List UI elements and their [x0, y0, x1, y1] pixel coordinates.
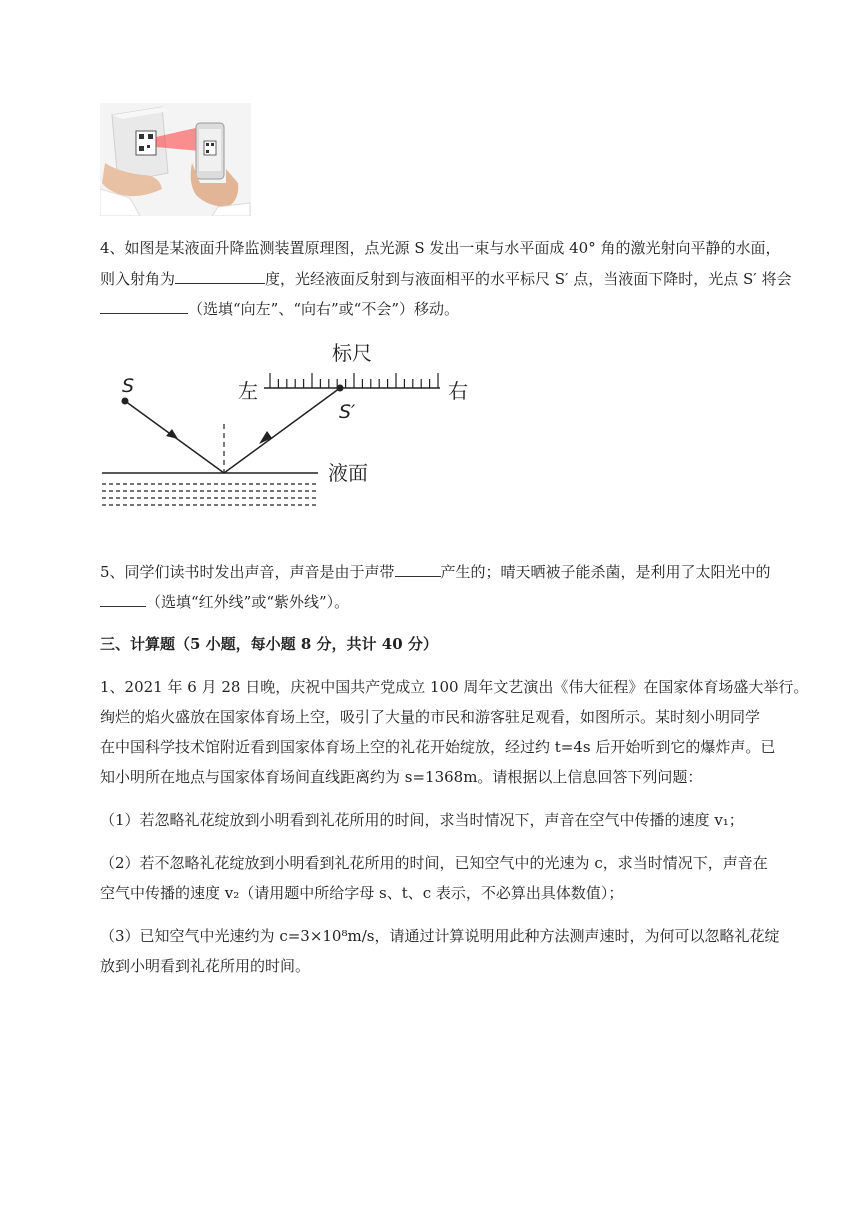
- q4-line-3-text: （选填“向左”、“向右”或“不会”）移动。: [188, 300, 460, 318]
- calc1-sub-2-line-1: （2）若不忽略礼花绽放到小明看到礼花所用的时间，已知空气中的光速为 c，求当时情况下，声音在: [100, 854, 768, 872]
- ruler-ticks: [270, 373, 438, 388]
- q5-line-2-text: （选填“红外线”或“紫外线”）。: [146, 593, 350, 611]
- liquid-level-diagram: [96, 336, 496, 516]
- q5-line-1-start: 5、同学们读书时发出声音，声音是由于声带: [100, 563, 395, 581]
- ruler-label: 标尺: [332, 341, 372, 365]
- calc1-sub-3-line-1: （3）已知空气中光速约为 c=3×10⁸m/s，请通过计算说明用此种方法测声速时，为何可以忽略礼花绽: [100, 927, 780, 945]
- q4-line-1: 4、如图是某液面升降监测装置原理图，点光源 S 发出一束与水平面成 40° 角的激光射向平静的水面，: [100, 239, 781, 257]
- q5-line-1: [100, 562, 771, 582]
- calc1-sub-3-line-2: 放到小明看到礼花所用的时间。: [100, 957, 311, 975]
- q4-blank-angle[interactable]: [175, 269, 265, 284]
- liquid-body: [102, 484, 318, 505]
- calc1-sub-1: （1）若忽略礼花绽放到小明看到礼花所用的时间，求当时情况下，声音在空气中传播的速度 v₁；: [100, 811, 744, 829]
- incident-arrow: [166, 429, 178, 439]
- source-label: S: [122, 375, 135, 397]
- q4-line-3: [100, 299, 459, 319]
- q5-line-1-end: 产生的；晴天晒被子能杀菌，是利用了太阳光中的: [440, 563, 771, 581]
- qr-scan-photo: [100, 103, 251, 216]
- right-label: 右: [448, 379, 468, 403]
- q5-blank-light[interactable]: [100, 592, 146, 607]
- q5-blank-source[interactable]: [395, 562, 441, 577]
- reflection-point: [337, 385, 344, 392]
- calc1-sub-2-line-2: 空气中传播的速度 v₂（请用题中所给字母 s、t、c 表示，不必算出具体数值）；: [100, 884, 624, 902]
- q4-line-2-start: 则入射角为: [100, 270, 176, 288]
- q5-line-2: [100, 592, 349, 612]
- q4-line-2: [100, 269, 791, 289]
- calc1-line-1: 1、2021 年 6 月 28 日晚，庆祝中国共产党成立 100 周年文艺演出《伟大征程》在国家体育场盛大举行。: [100, 678, 809, 696]
- calc1-line-4: 知小明所在地点与国家体育场间直线距离约为 s=1368m。请根据以上信息回答下列问题：: [100, 768, 703, 786]
- calc1-line-3: 在中国科学技术馆附近看到国家体育场上空的礼花开始绽放，经过约 t=4s 后开始听到它的爆炸声。已: [100, 738, 776, 756]
- calc1-line-2: 绚烂的焰火盛放在国家体育场上空，吸引了大量的市民和游客驻足观看，如图所示。某时刻小明同学: [100, 708, 761, 726]
- q4-blank-direction[interactable]: [100, 299, 188, 314]
- section-3-heading: 三、计算题（5 小题，每小题 8 分，共计 40 分）: [100, 635, 438, 653]
- surface-label: 液面: [328, 461, 368, 485]
- reflection-point-label: S′: [339, 401, 356, 423]
- left-label: 左: [238, 379, 258, 403]
- q4-line-2-end: 度，光经液面反射到与液面相平的水平标尺 S′ 点，当液面下降时，光点 S′ 将会: [265, 270, 792, 288]
